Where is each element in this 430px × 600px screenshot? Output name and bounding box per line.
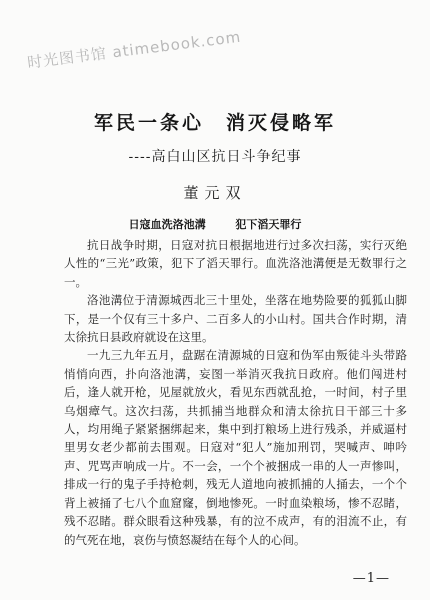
- paragraph: 一九三九年五月，盘踞在清源城的日寇和伪军由叛徒斗头带路悄悄向西，扑向洛池溝，妄图一举消灭我抗日政府。他们闯进村后，逢人就开枪，见屋就放火，看见东西就乱抢，一时间，村子里乌烟瘴气。这次扫荡，共抓捕当地群众和清太徐抗日干部三十多人，均用绳子紧紧捆绑起来，集中到打粮场上进行残杀，并威逼村里男女老少都前去围观。日寇对“犯人”施加刑罚，哭喊声、呻吟声、咒骂声响成一片。不一会，一个个被捆成一串的人一声惨叫，排成一行的鬼子手持枪刺，残无人道地向被抓捕的人捅去，一个个背上被捅了七八个血窟窿，倒地惨死。一时血染粮场，惨不忍睹，残不忍睹。群众眼看这种残暴，有的泣不成声，有的泪流不止，有的气死在地，哀伤与愤怒凝结在每个人的心间。: [64, 348, 407, 547]
- article-subtitle: ----高白山区抗日斗争纪事: [128, 149, 302, 165]
- article-title: 军民一条心 消灭侵略军: [93, 112, 336, 134]
- author-name: 董元双: [183, 184, 247, 202]
- section-heading-right: 犯下滔天罪行: [235, 218, 302, 231]
- paragraph: 洛池溝位于清源城西北三十里处，坐落在地势险要的狐狐山脚下，是一个仅有三十多户、二百多人的小山村。国共合作时期，清太徐抗日县政府就设在这里。: [64, 293, 407, 345]
- section-heading: [0, 216, 430, 232]
- page-number: —1—: [352, 571, 390, 586]
- section-heading-left: 日寇血洗洛池溝: [128, 218, 206, 231]
- paragraph: 抗日战争时期，日寇对抗日根据地进行过多次扫荡，实行灭绝人性的“三光”政策，犯下了滔天罪行。血洗洛池溝便是无数罪行之一。: [64, 238, 407, 289]
- body-text: [64, 236, 407, 549]
- watermark: 时光图书馆 atimebook.com: [26, 27, 243, 72]
